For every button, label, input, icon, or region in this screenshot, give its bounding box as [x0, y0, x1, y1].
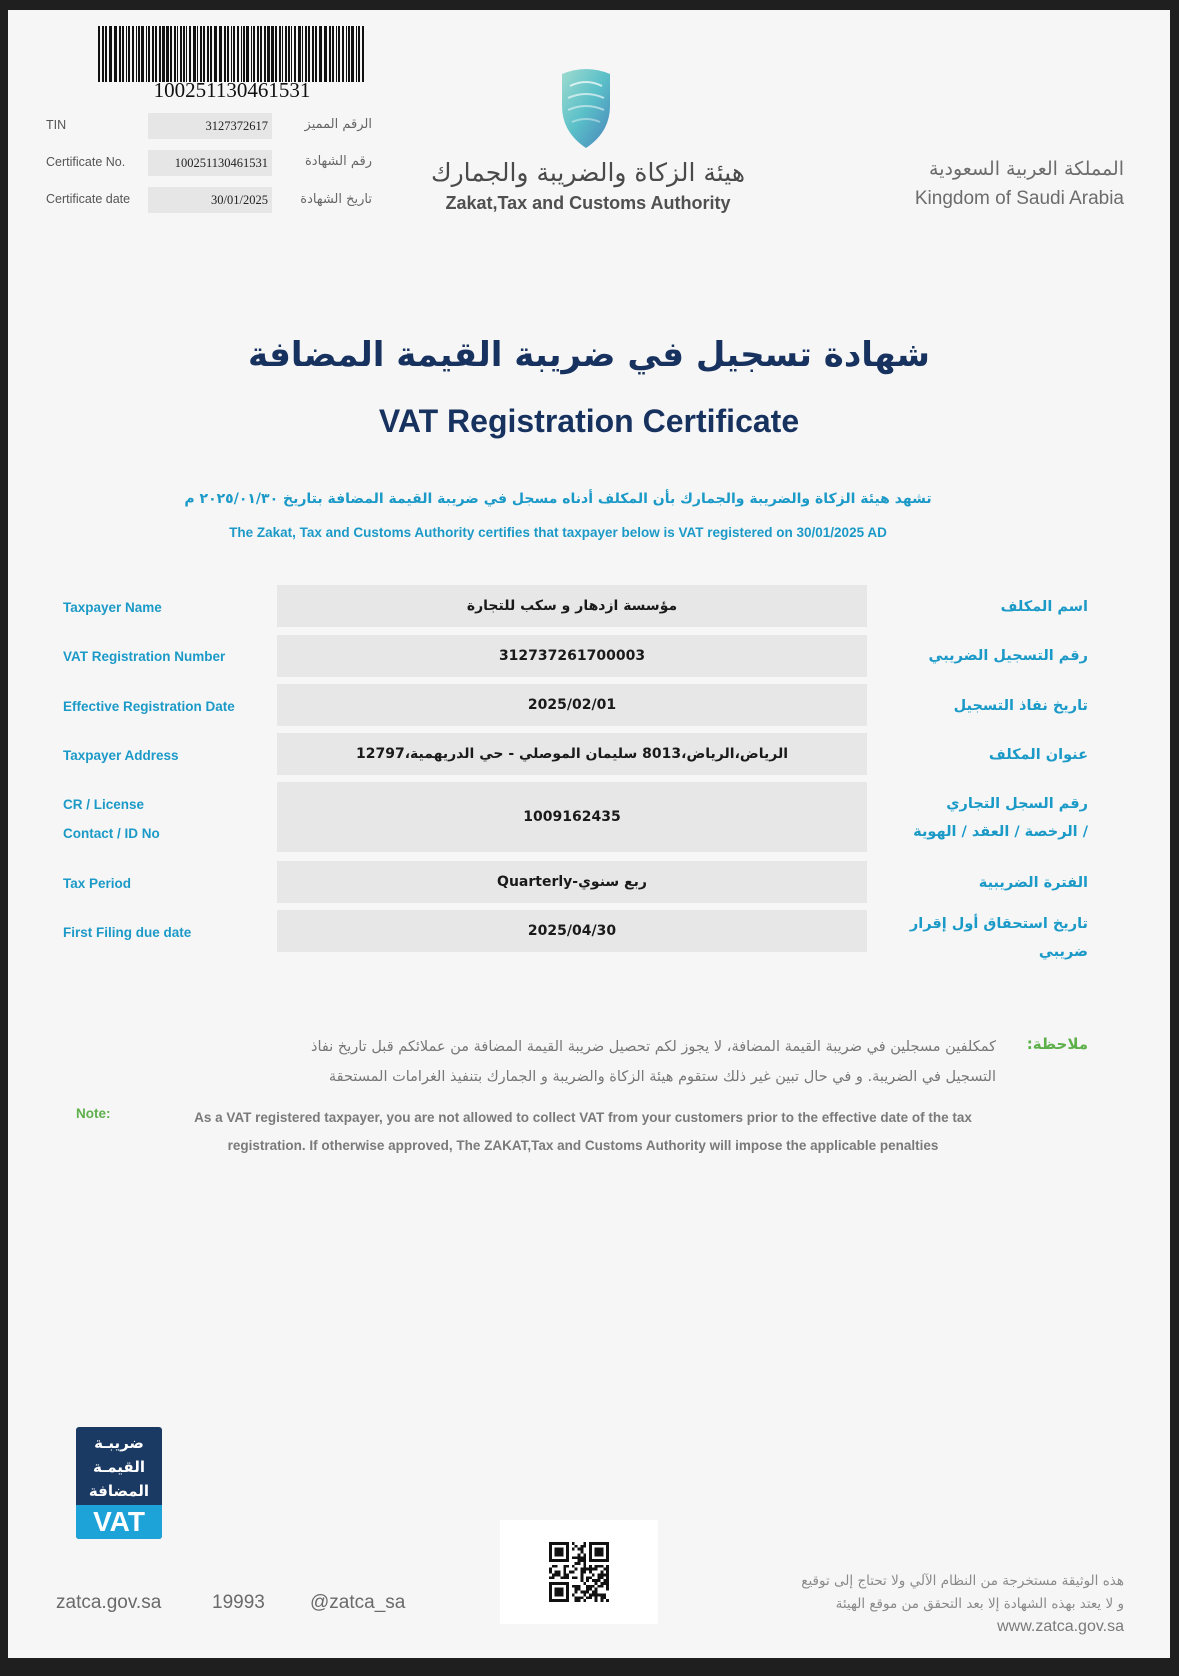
- first-filing-label-en: First Filing due date: [63, 925, 192, 940]
- note-text-ar: [188, 1032, 996, 1092]
- certificate-title-en: VAT Registration Certificate: [378, 403, 800, 439]
- footer-disclaimer-url[interactable]: www.zatca.gov.sa: [997, 1618, 1124, 1635]
- barcode-number: 100251130461531: [153, 78, 311, 102]
- footer-disclaimer-line-2: و لا يعتد بهذه الشهادة إلا بعد التحقق من موقع الهيئة: [835, 1596, 1124, 1612]
- certificate-no-value: 100251130461531: [148, 150, 272, 176]
- note-text-ar-line-2: التسجيل في الضريبة. و في حال تبين غير ذلك ستقوم هيئة الزكاة والضريبة و الجمارك بتنفيذ الغرامات المستحقة: [328, 1069, 996, 1085]
- effective-date-label-en: Effective Registration Date: [63, 699, 235, 714]
- taxpayer-name-value: مؤسسة ازدهار و سكب للتجارة: [277, 585, 867, 627]
- certification-statement-ar: تشهد هيئة الزكاة والضريبة والجمارك بأن المكلف أدناه مسجل في ضريبة القيمة المضافة بتاريخ ٢٠٢٥/٠١/٣٠ م: [184, 491, 932, 507]
- vat-logo-text-en: VAT: [76, 1505, 162, 1539]
- barcode: [96, 26, 368, 102]
- taxpayer-name-label-ar: اسم المكلف: [1000, 599, 1088, 615]
- tax-period-label-en: Tax Period: [63, 876, 132, 891]
- vat-logo-text-ar: [76, 1431, 162, 1503]
- contact-id-label-en: Contact / ID No: [63, 826, 160, 841]
- certificate-date-label-ar: تاريخ الشهادة: [300, 192, 372, 207]
- vat-logo-icon: [76, 1427, 162, 1539]
- footer-website-link[interactable]: zatca.gov.sa: [56, 1592, 162, 1613]
- vat-logo-line-2: القيمـة: [93, 1458, 145, 1476]
- tax-period-value: Quarterly-ربع سنوي: [277, 861, 867, 903]
- certificate-date-value: 30/01/2025: [148, 187, 272, 213]
- authority-name-en: Zakat,Tax and Customs Authority: [445, 193, 731, 213]
- certificate-title-ar: شهادة تسجيل في ضريبة القيمة المضافة: [248, 335, 930, 375]
- tin-value: 3127372617: [148, 113, 272, 139]
- effective-date-label-ar: تاريخ نفاذ التسجيل: [953, 698, 1088, 714]
- first-filing-label-ar-2: ضريبي: [1038, 944, 1088, 960]
- vat-logo-line-1: ضريبـة: [94, 1434, 144, 1452]
- barcode-bars: [96, 26, 368, 82]
- address-label-ar: عنوان المكلف: [988, 747, 1088, 763]
- note-text-ar-line-1: كمكلفين مسجلين في ضريبة القيمة المضافة، لا يجوز لكم تحصيل ضريبة القيمة المضافة من عملائكم قبل تاريخ نفاذ: [311, 1039, 996, 1055]
- cr-license-label-en: CR / License: [63, 797, 145, 812]
- certification-statement-en: The Zakat, Tax and Customs Authority certifies that taxpayer below is VAT registered on 30/01/2025 AD: [229, 525, 887, 540]
- kingdom-name-ar: المملكة العربية السعودية: [929, 158, 1124, 180]
- note-label-ar: ملاحظة:: [1026, 1035, 1088, 1053]
- note-text-en-line-2: registration. If otherwise approved, The ZAKAT,Tax and Customs Authority will impose the applicable penalties: [227, 1138, 939, 1153]
- tax-period-label-ar: الفترة الضريبية: [978, 875, 1088, 891]
- tin-label-en: TIN: [46, 118, 67, 132]
- vat-logo-line-3: المضافة: [88, 1482, 150, 1500]
- kingdom-name-en: Kingdom of Saudi Arabia: [914, 188, 1124, 209]
- certificate-page: [8, 10, 1170, 1658]
- footer-disclaimer-line-1: هذه الوثيقة مستخرجة من النظام الآلي ولا تحتاج إلى توقيع: [801, 1573, 1124, 1589]
- note-text-en-line-1: As a VAT registered taxpayer, you are not allowed to collect VAT from your customers prior to the effective date of the tax: [194, 1110, 972, 1125]
- note-text-en: [158, 1104, 1008, 1160]
- first-filing-value: 2025/04/30: [277, 910, 867, 952]
- taxpayer-name-label-en: Taxpayer Name: [63, 600, 162, 615]
- qr-code: [500, 1520, 658, 1624]
- certificate-no-label-en: Certificate No.: [46, 155, 126, 169]
- tin-label-ar: الرقم المميز: [304, 117, 372, 132]
- certificate-no-label-ar: رقم الشهادة: [305, 154, 372, 169]
- footer-phone: 19993: [212, 1592, 265, 1613]
- vat-number-value: 312737261700003: [277, 635, 867, 677]
- certificate-date-label-en: Certificate date: [46, 192, 131, 206]
- contact-id-label-ar: / الرخصة / العقد / الهوية: [913, 824, 1088, 840]
- cr-license-label-ar: رقم السجل التجاري: [946, 796, 1088, 812]
- authority-name-ar: هيئة الزكاة والضريبة والجمارك: [430, 158, 746, 187]
- footer-social-handle[interactable]: @zatca_sa: [310, 1592, 406, 1613]
- zatca-logo-icon: [548, 62, 624, 152]
- effective-date-value: 2025/02/01: [277, 684, 867, 726]
- address-label-en: Taxpayer Address: [63, 748, 179, 763]
- vat-number-label-ar: رقم التسجيل الضريبي: [928, 648, 1088, 664]
- qr-code-icon: [549, 1542, 609, 1602]
- note-label-en: Note:: [76, 1106, 111, 1121]
- vat-number-label-en: VAT Registration Number: [63, 649, 226, 664]
- footer-disclaimer: [708, 1570, 1124, 1616]
- first-filing-label-ar: تاريخ استحقاق أول إقرار: [909, 916, 1088, 932]
- address-value: الرياض،الرياض،8013 سليمان الموصلي - حي الدريهمية،12797: [277, 733, 867, 775]
- cr-license-value: 1009162435: [277, 782, 867, 852]
